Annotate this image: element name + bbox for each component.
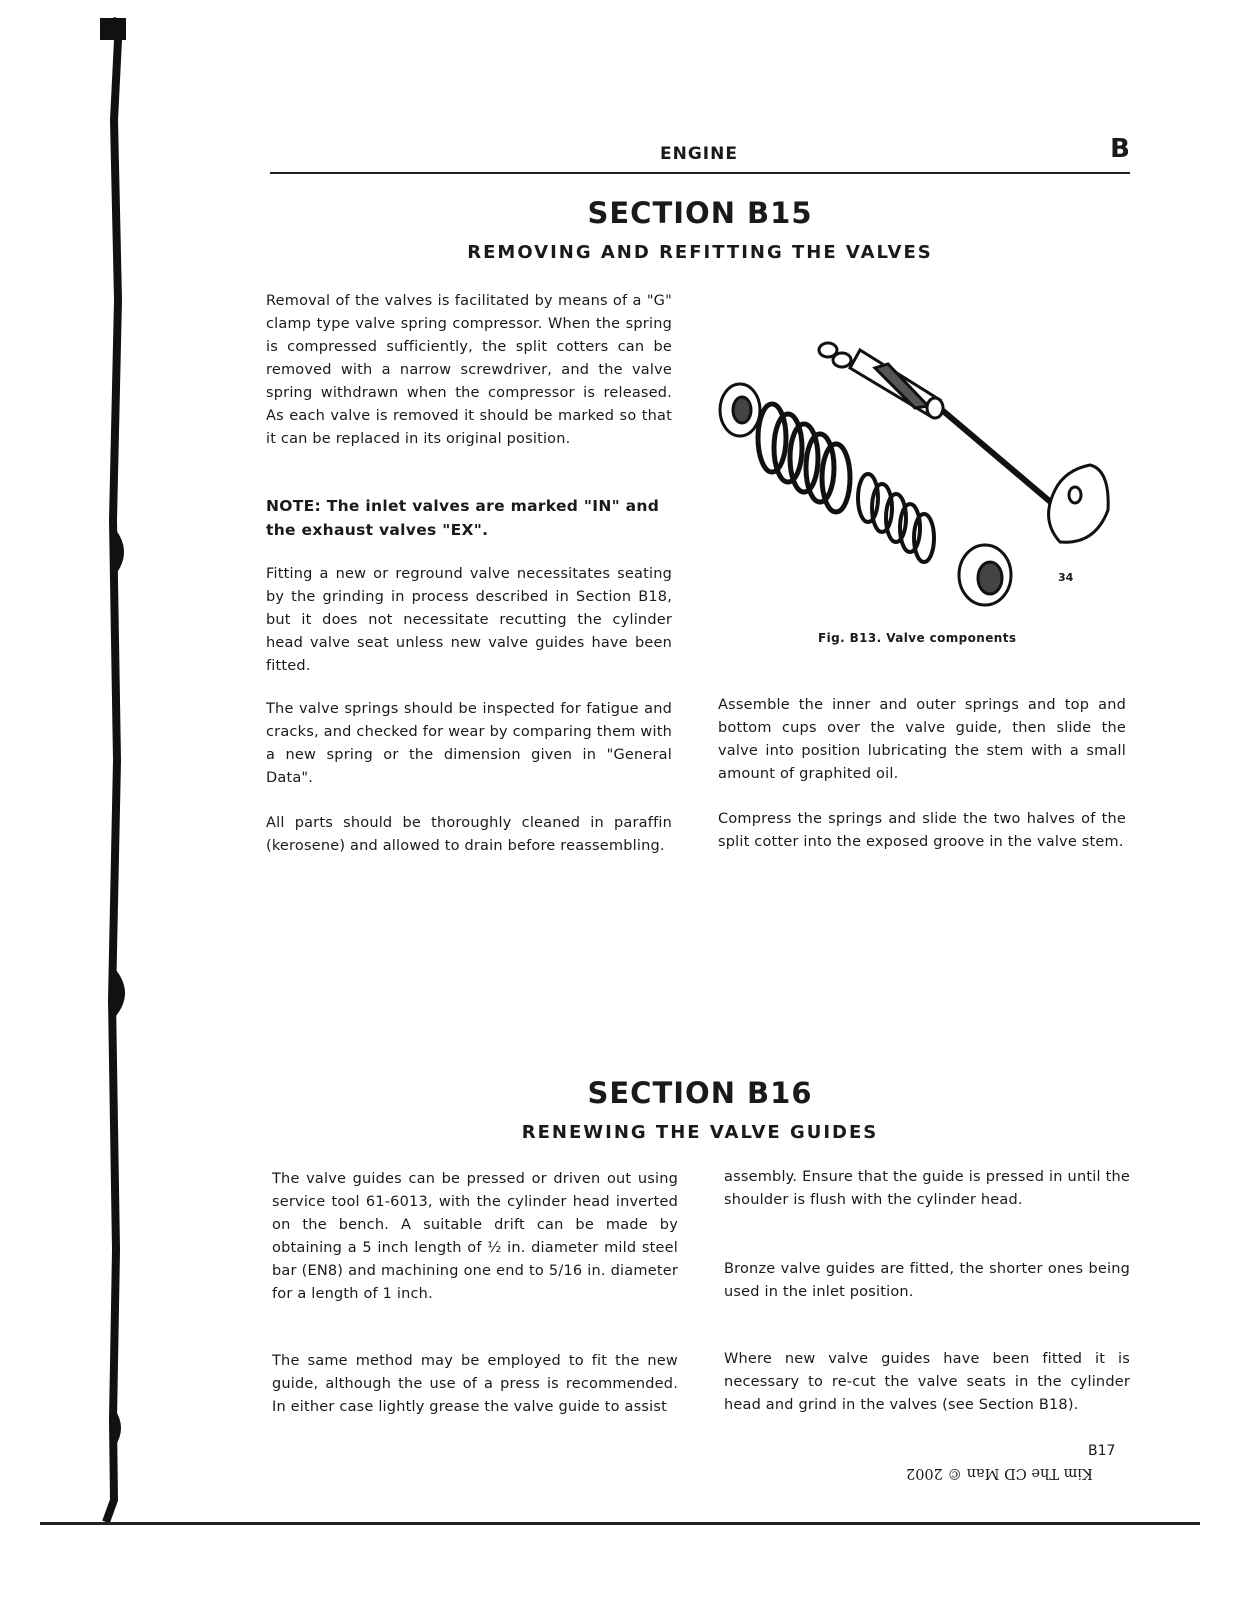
b15-paragraph-removal: Removal of the valves is facilitated by means of a "G" clamp type valve spring compressor. When the spring is compressed sufficiently, the split cotters can be removed with a narrow screwdriver, and the valve spring withdrawn when the compressor is released. As each valve is removed it should be marked so that it can be replaced in its original position.	[266, 293, 672, 447]
b15-paragraph-fitting: Fitting a new or reground valve necessitates seating by the grinding in process described in Section B18, but it does not necessitate recutting the cylinder head valve seat unless new valve guides have been fitted.	[266, 566, 672, 674]
section-b16-subtitle: RENEWING THE VALVE GUIDES	[521, 1122, 879, 1143]
b16-paragraph-recut: Where new valve guides have been fitted it is necessary to re-cut the valve seats in the cylinder head and grind in the valves (see Section B18).	[724, 1351, 1130, 1413]
section-b15-title: SECTION B15	[587, 196, 813, 230]
header-title: ENGINE	[660, 144, 738, 164]
bottom-rule	[40, 1522, 1200, 1525]
header-rule	[270, 172, 1130, 174]
figure-caption: Fig. B13. Valve components	[818, 631, 1017, 645]
b15-paragraph-assemble: Assemble the inner and outer springs and top and bottom cups over the valve guide, then slide the valve into position lubricating the stem with a small amount of graphited oil.	[718, 697, 1126, 782]
valve-drawing	[942, 410, 1108, 542]
page-number: B17	[1088, 1443, 1116, 1459]
top-cup-drawing	[720, 384, 760, 436]
b15-paragraph-cleaning: All parts should be thoroughly cleaned in paraffin (kerosene) and allowed to drain before reassembling.	[266, 815, 672, 854]
b16-paragraph-bronze: Bronze valve guides are fitted, the shorter ones being used in the inlet position.	[724, 1261, 1130, 1300]
b15-paragraph-springs: The valve springs should be inspected for fatigue and cracks, and checked for wear by comparing them with a new spring or the dimension given in "General Data".	[266, 701, 672, 786]
header-section-letter: B	[1110, 134, 1130, 164]
outer-spring-drawing	[758, 404, 850, 512]
binding-edge	[0, 0, 160, 1600]
b16-paragraph-fitting: The same method may be employed to fit the new guide, although the use of a press is recommended. In either case lightly grease the valve guide to assist	[272, 1353, 678, 1415]
punch-hole-3	[114, 1408, 121, 1448]
page-header	[270, 134, 1130, 174]
b15-note: NOTE: The inlet valves are marked "IN" and the exhaust valves "EX".	[266, 497, 660, 539]
inner-spring-drawing	[858, 474, 934, 562]
b15-paragraph-compress: Compress the springs and slide the two halves of the split cotter into the exposed groove in the valve stem.	[718, 811, 1126, 850]
b16-paragraph-assembly: assembly. Ensure that the guide is pressed in until the shoulder is flush with the cylinder head.	[724, 1169, 1130, 1208]
copyright-notice: Kim The CD Man © 2002	[906, 1465, 1093, 1481]
valve-guide-drawing	[850, 350, 943, 418]
b16-paragraph-removal: The valve guides can be pressed or driven out using service tool 61-6013, with the cylinder head inverted on the bench. A suitable drift can be made by obtaining a 5 inch length of ½ in. diameter mild steel bar (EN8) and machining one end to 5/16 in. diameter for a length of 1 inch.	[272, 1171, 678, 1302]
punch-hole-2	[116, 970, 125, 1016]
punch-hole-1	[116, 530, 124, 574]
section-b16-title: SECTION B16	[587, 1076, 813, 1110]
split-cotter-drawing	[819, 343, 851, 367]
figure-number: 34	[1058, 571, 1074, 584]
bottom-cup-drawing	[959, 545, 1011, 605]
section-b15-subtitle: REMOVING AND REFITTING THE VALVES	[467, 242, 933, 263]
